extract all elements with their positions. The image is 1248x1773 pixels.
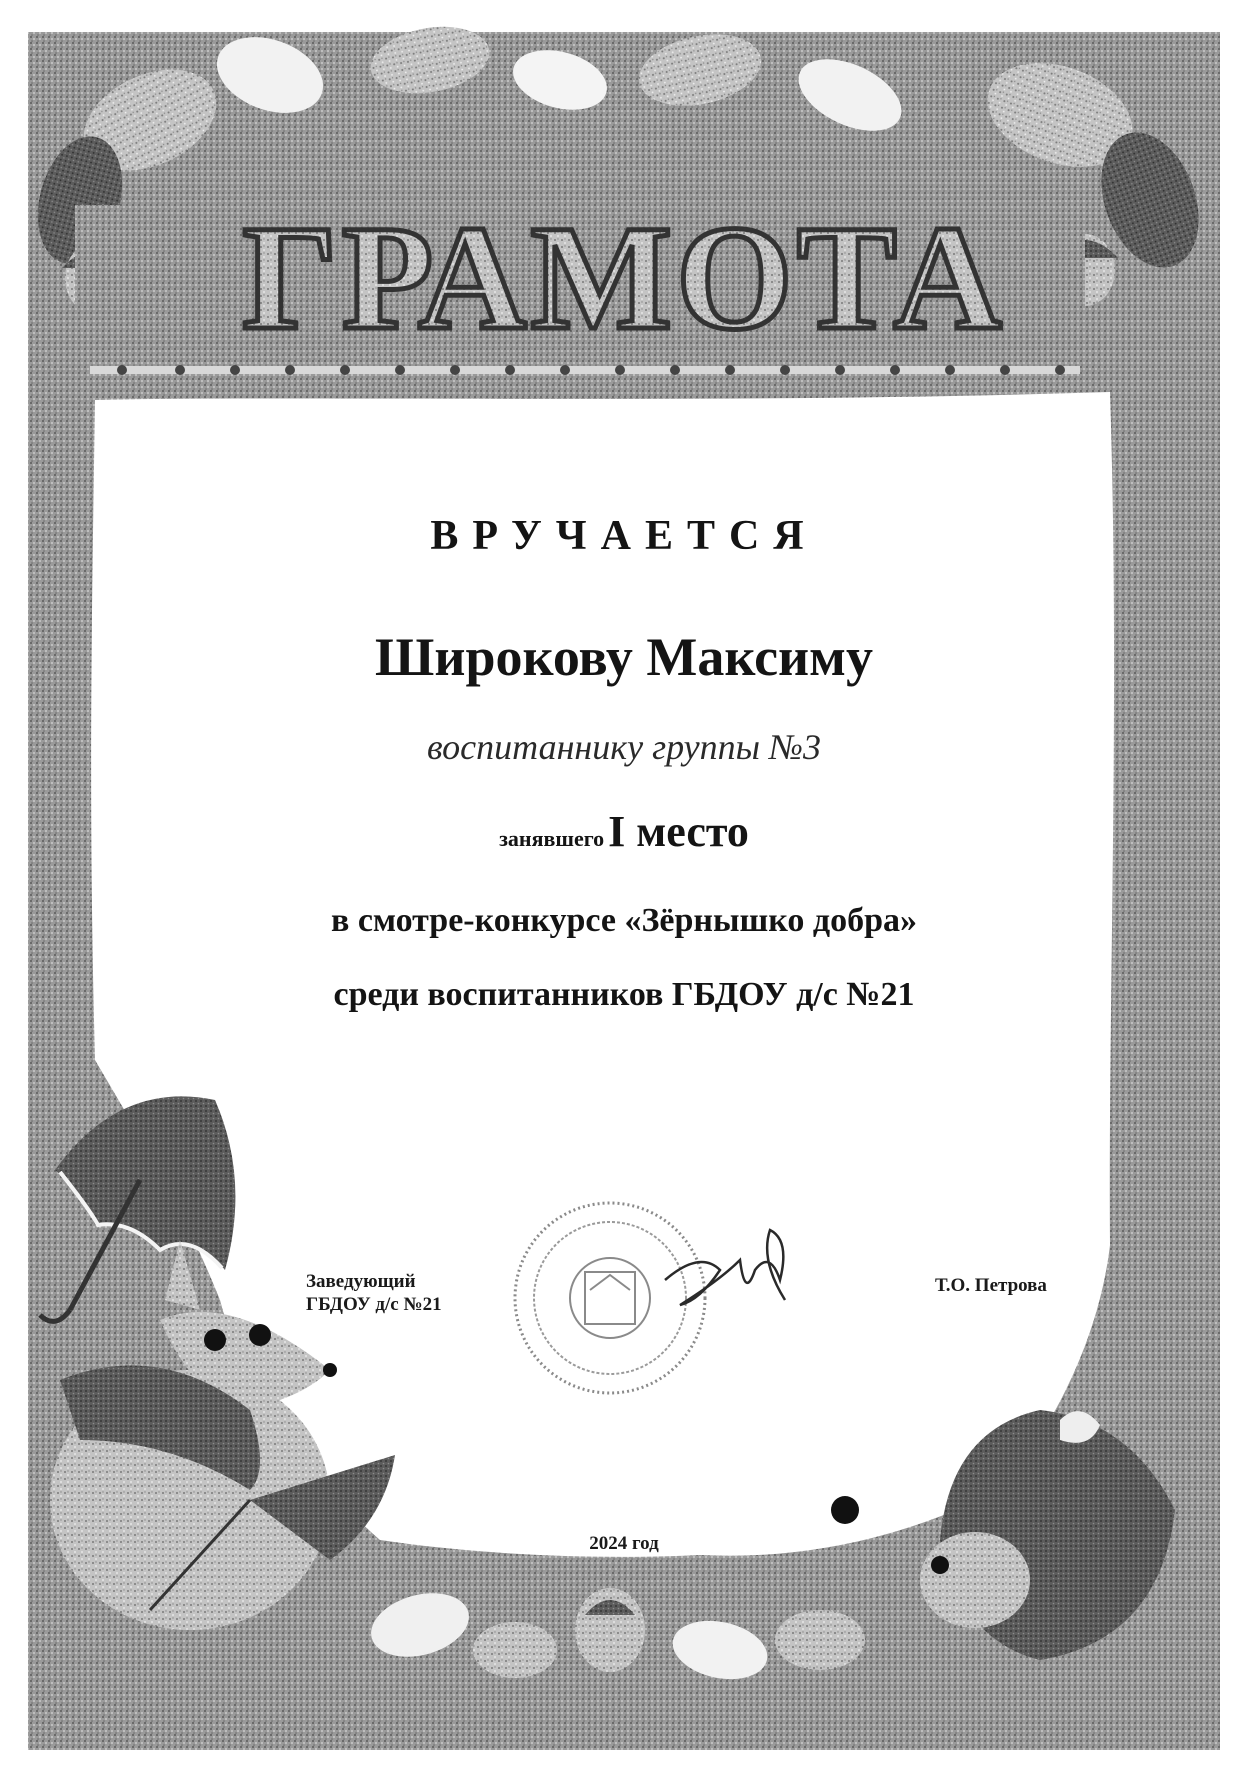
signature (665, 1230, 785, 1305)
recipient-group: воспитаннику группы №3 (427, 727, 821, 767)
contest-scope: среди воспитанников ГБДОУ д/с №21 (333, 976, 915, 1013)
place-line (0, 806, 1248, 857)
certificate-title: ГРАМОТА (242, 195, 1006, 361)
contest-name: в смотре-конкурсе «Зёрнышко добра» (330, 902, 918, 939)
head-position (306, 1270, 442, 1316)
place-prefix: занявшего (499, 826, 605, 851)
head-position-line1: Заведующий (306, 1271, 416, 1292)
certificate-year: 2024 год (589, 1533, 659, 1554)
round-seal (515, 1203, 705, 1393)
place-value: I место (608, 807, 749, 856)
head-name: Т.О. Петрова (935, 1275, 1047, 1296)
head-position-line2: ГБДОУ д/с №21 (306, 1294, 442, 1315)
recipient-name: Широкову Максиму (375, 627, 873, 687)
awarded-heading: ВРУЧАЕТСЯ (430, 513, 818, 559)
dotted-ribbon (90, 365, 1080, 375)
